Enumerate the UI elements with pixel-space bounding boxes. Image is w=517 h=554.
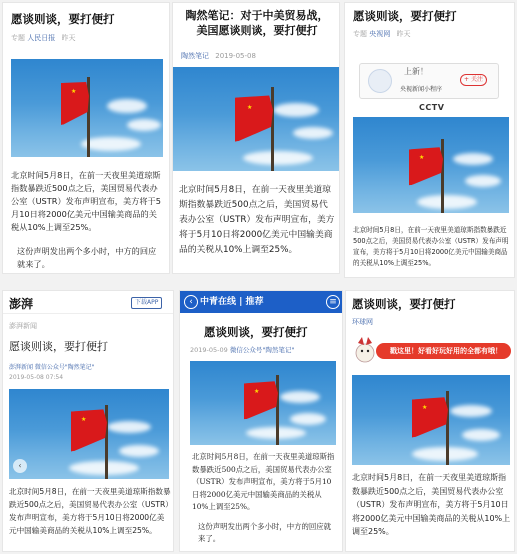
meta-time: 昨天	[61, 34, 76, 42]
flag-image	[61, 79, 89, 125]
flag-image	[244, 379, 278, 420]
article-meta	[352, 317, 377, 327]
article-meta	[353, 29, 410, 39]
article-meta	[11, 33, 75, 43]
article-panel-taoran	[172, 2, 340, 274]
plus-icon: +	[464, 76, 470, 83]
meta-source[interactable]: 微信公众号"陶然笔记"	[229, 346, 295, 354]
flag-image	[409, 145, 443, 186]
article-paragraph: 北京时间5月8日，在前一天夜里美道琼斯指数暴跌近500点之后，美国贸易代表办公室（USTR）发布声明宣布，美方将于5月10日将2000亿美元中国输美商品的关税从10%上调至25%。	[192, 452, 335, 511]
article-paragraph: 北京时间5月8日，在前一天夜里美道琼斯指数暴跌近500点之后，美国贸易代表办公室（USTR）发布声明宣布，美方将于5月10日将2000亿美元中国输美商品的关税从10%上调至25%。	[352, 473, 511, 536]
meta-time: 昨天	[396, 30, 411, 38]
article-photo: ★ ‹	[9, 389, 169, 479]
channel-label: 澎湃新闻	[9, 322, 37, 330]
meta-time: 2019-05-08 07:54	[9, 374, 64, 381]
meta-source[interactable]: 陶然笔记	[181, 52, 209, 60]
follow-button[interactable]	[460, 74, 487, 86]
menu-icon[interactable]: ≡	[326, 295, 340, 309]
nav-title: 中青在线 | 推荐	[200, 297, 264, 307]
meta-source[interactable]: 澎湃新闻 微信公众号"陶然笔记"	[9, 364, 95, 371]
article-paragraph: 北京时间5月8日，在前一天夜里美道琼斯指数暴跌近500点之后，美国贸易代表办公室（USTR）发布声明宣布，美方将于5月10日将2000亿美元中国输美商品的关税从10%上调至25%。	[11, 170, 161, 232]
article-title: 愿谈则谈，要打便打	[352, 297, 456, 311]
article-photo: ★	[352, 375, 510, 465]
article-panel-thepaper	[2, 290, 174, 552]
article-photo: ★	[11, 59, 163, 157]
meta-time: 2019-05-09	[190, 346, 228, 354]
article-meta	[9, 363, 98, 383]
article-photo: ★	[190, 361, 336, 445]
prev-image-icon[interactable]: ‹	[13, 459, 27, 473]
flag-image	[412, 394, 448, 437]
banner-subtitle: 央视新闻小程序	[400, 86, 443, 93]
top-nav-bar	[180, 291, 342, 313]
flag-image	[71, 406, 107, 451]
meta-source[interactable]: 环球网	[352, 318, 373, 326]
article-paragraph: 这份声明发出两个多小时，中方的回应就来了。	[17, 246, 157, 269]
cctv-logo: CCTV	[419, 103, 445, 112]
promo-banner[interactable]: 戳这里！好看好玩好用的全都有哦！	[376, 343, 511, 359]
article-paragraph: 北京时间5月8日，在前一天夜里美道琼斯指数暴跌近500点之后，美国贸易代表办公室（USTR）发布声明宣布，美方将于5月10日将2000亿美元中国输美商品的关税从10%上调至25%。	[353, 226, 509, 267]
qr-icon	[368, 69, 392, 93]
meta-time: 2019-05-08	[215, 52, 256, 60]
article-title: 愿谈则谈，要打便打	[9, 340, 108, 353]
article-panel-renmin	[2, 2, 170, 274]
article-title: 陶然笔记：对于中美贸易战，美国愿谈则谈，要打便打	[185, 9, 329, 37]
meta-source[interactable]: 央视网	[369, 30, 391, 38]
article-title: 愿谈则谈，要打便打	[204, 325, 308, 339]
mini-program-banner[interactable]	[359, 63, 499, 99]
thepaper-logo: 澎湃	[9, 297, 34, 311]
article-photo: ★	[353, 117, 509, 213]
back-icon[interactable]: ‹	[184, 295, 198, 309]
download-app-button[interactable]: 下载APP	[131, 297, 162, 309]
meta-tag: 专题	[11, 34, 25, 42]
meta-tag: 专题	[353, 30, 367, 38]
article-paragraph: 北京时间5月8日，在前一天夜里美道琼斯指数暴跌近500点之后，美国贸易代表办公室（USTR）发布声明宣布，美方将于5月10日将2000亿美元中国输美商品的关税从10%上调至25%。	[179, 185, 335, 255]
article-panel-huanqiu	[345, 290, 515, 552]
follow-label: 关注	[470, 76, 483, 83]
banner-label: 上新！	[404, 67, 428, 76]
article-paragraph: 这份声明发出两个多小时，中方的回应就来了。	[198, 522, 332, 543]
article-panel-cctv	[344, 2, 515, 278]
article-meta	[181, 51, 256, 61]
article-paragraph: 北京时间5月8日，在前一天夜里美道琼斯指数暴跌近500点之后，美国贸易代表办公室（USTR）发布声明宣布，美方将于5月10日将2000亿美元中国输美商品的关税从10%上调至25%。	[9, 487, 171, 535]
mascot-icon	[352, 335, 378, 363]
meta-source[interactable]: 人民日报	[27, 34, 56, 42]
flag-image	[235, 92, 273, 141]
article-meta	[190, 345, 298, 355]
article-photo: ★	[173, 67, 340, 171]
article-panel-youth	[179, 290, 343, 552]
article-title: 愿谈则谈，要打便打	[353, 9, 457, 23]
article-title: 愿谈则谈，要打便打	[11, 12, 115, 26]
